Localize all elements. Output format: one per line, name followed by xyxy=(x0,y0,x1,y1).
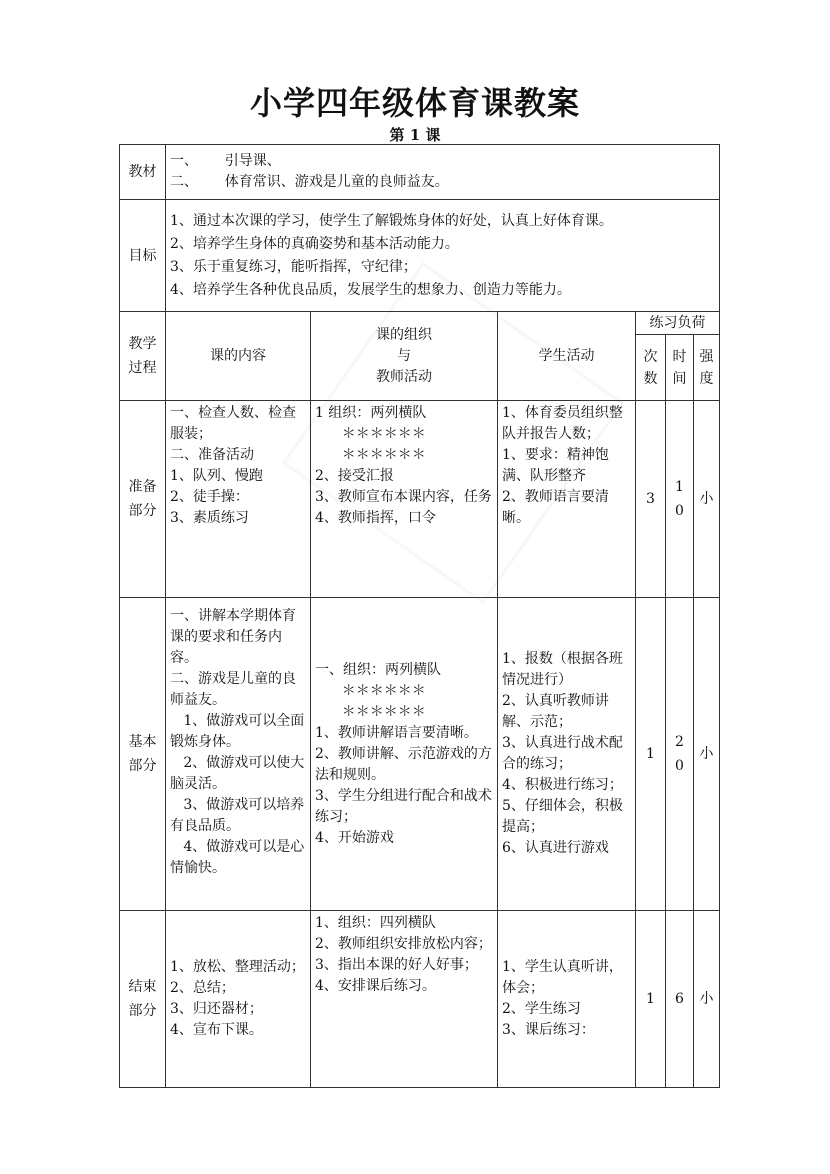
section-intensity: 小 xyxy=(694,911,720,1088)
lesson-plan-table xyxy=(119,144,720,1088)
section-label: 基本部分 xyxy=(120,598,166,911)
org-header-line1: 课的组织 xyxy=(376,326,432,343)
section-student: 1、体育委员组织整队并报告人数； 1、要求：精神饱满、队形整齐 2、教师语言要清晰。 xyxy=(498,401,636,598)
org-header xyxy=(311,312,498,401)
section-intensity: 小 xyxy=(694,401,720,598)
mubiao-label: 目标 xyxy=(120,200,166,312)
section-row-prep xyxy=(120,401,720,598)
section-time: 10 xyxy=(666,401,694,598)
times-header: 次数 xyxy=(636,335,666,401)
section-org: 一、组织：两列横队 ＊＊＊＊＊＊ ＊＊＊＊＊＊ 1、教师讲解语言要清晰。 2、教师讲解、示范游戏的方法和规则。 3、学生分组进行配合和战术练习； 4、开始游戏 xyxy=(311,598,498,911)
section-org: 1 组织：两列横队 ＊＊＊＊＊＊ ＊＊＊＊＊＊ 2、接受汇报 3、教师宣布本课内容，任务 4、教师指挥，口令 xyxy=(311,401,498,598)
jiaocai-text: 一、 引导课、 二、 体育常识、游戏是儿童的良师益友。 xyxy=(166,145,720,200)
section-times: 1 xyxy=(636,598,666,911)
student-header: 学生活动 xyxy=(498,312,636,401)
section-intensity: 小 xyxy=(694,598,720,911)
section-student: 1、学生认真听讲，体会； 2、学生练习 3、课后练习： xyxy=(498,911,636,1088)
section-content: 1、放松、整理活动； 2、总结； 3、归还器材； 4、宣布下课。 xyxy=(166,911,311,1088)
lesson-number: 第 1 课 xyxy=(389,126,441,144)
org-header-line2: 与 xyxy=(397,347,411,364)
section-row-main xyxy=(120,598,720,911)
section-time: 20 xyxy=(666,598,694,911)
process-label: 教学过程 xyxy=(120,312,166,401)
time-header: 时间 xyxy=(666,335,694,401)
intensity-header: 强度 xyxy=(694,335,720,401)
section-content: 一、讲解本学期体育课的要求和任务内容。 二、游戏是儿童的良师益友。 1、做游戏可以全面锻炼身体。 2、做游戏可以使大脑灵活。 3、做游戏可以培养有良品质。 4、做游戏可以是心情愉快。 xyxy=(166,598,311,911)
mubiao-text: 1、通过本次课的学习，使学生了解锻炼身体的好处，认真上好体育课。 2、培养学生身体的真确姿势和基本活动能力。 3、乐于重复练习，能听指挥，守纪律； 4、培养学生各种优良品质，发展学生的想象力、创造力等能力。 xyxy=(166,200,720,312)
section-row-end xyxy=(120,911,720,1088)
section-org: 1、组织：四列横队 2、教师组织安排放松内容； 3、指出本课的好人好事； 4、安排课后练习。 xyxy=(311,911,498,1088)
section-student: 1、报数（根据各班情况进行） 2、认真听教师讲解、示范； 3、认真进行战术配合的练习； 4、积极进行练习； 5、仔细体会，积极提高； 6、认真进行游戏 xyxy=(498,598,636,911)
section-time: 6 xyxy=(666,911,694,1088)
section-content: 一、检查人数、检查服装； 二、准备活动 1、队列、慢跑 2、徒手操： 3、素质练习 xyxy=(166,401,311,598)
page-title: 小学四年级体育课教案 xyxy=(249,84,580,122)
org-header-line3: 教师活动 xyxy=(376,368,432,385)
content-header: 课的内容 xyxy=(166,312,311,401)
section-label: 结束部分 xyxy=(120,911,166,1088)
jiaocai-label: 教材 xyxy=(120,145,166,200)
load-header: 练习负荷 xyxy=(636,312,720,335)
section-times: 3 xyxy=(636,401,666,598)
section-label: 准备部分 xyxy=(120,401,166,598)
section-times: 1 xyxy=(636,911,666,1088)
